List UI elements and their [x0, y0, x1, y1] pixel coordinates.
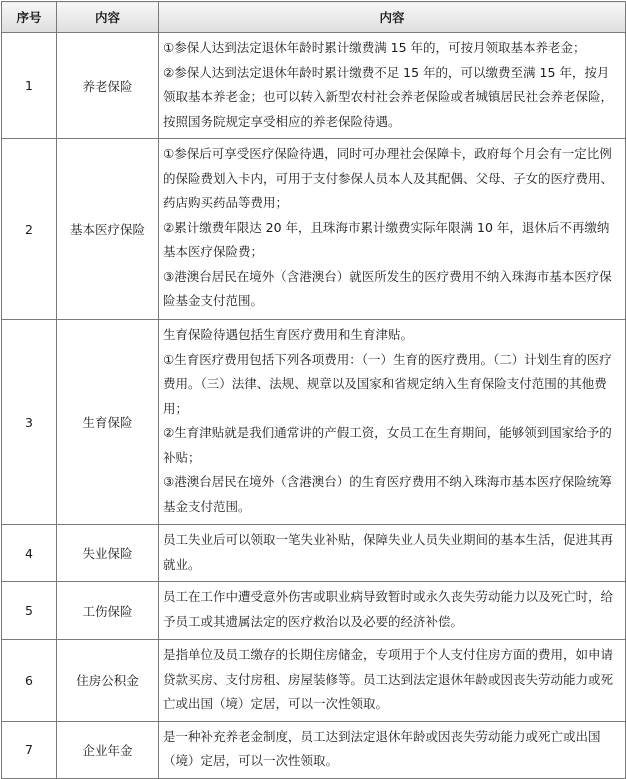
content-line: 员工在工作中遭受意外伤害或职业病导致暂时或永久丧失劳动能力以及死亡时，给予员工或其遗属法定的医疗救治以及必要的经济补偿。: [163, 589, 614, 629]
content-line: ②生育津贴就是我们通常讲的产假工资，女员工在生育期间，能够领到国家给予的补贴；: [163, 425, 612, 465]
row-content: [159, 721, 626, 778]
row-content: [159, 139, 626, 320]
benefits-table: [1, 1, 626, 779]
content-line: ③港澳台居民在境外（含港澳台）就医所发生的医疗费用不纳入珠海市基本医疗保险基金支付范围。: [163, 268, 612, 308]
row-content: [159, 33, 626, 139]
row-number: 7: [2, 721, 57, 778]
row-number: 5: [2, 582, 57, 640]
content-line: 生育保险待遇包括生育医疗费用和生育津贴。: [163, 327, 414, 342]
content-line: 员工失业后可以领取一笔失业补贴，保障失业人员失业期间的基本生活，促进其再就业。: [163, 532, 614, 572]
table-row: [2, 139, 626, 320]
content-line: 是指单位及员工缴存的长期住房储金，专项用于个人支付住房方面的费用，如申请贷款买房、支付房租、房屋装修等。员工达到法定退休年龄或因丧失劳动能力或死亡或出国（境）定居，可以一次性领取。: [163, 647, 614, 711]
row-number: 2: [2, 139, 57, 320]
table-row: [2, 525, 626, 582]
content-line: ②参保人达到法定退休年龄时累计缴费不足 15 年的，可以缴费至满 15 年，按月领取基本养老金；也可以转入新型农村社会养老保险或者城镇居民社会养老保险，按照国务院规定享受相应的养老保险待遇。: [163, 64, 614, 129]
table-row: [2, 320, 626, 525]
row-number: 3: [2, 320, 57, 525]
table-row: [2, 721, 626, 778]
content-line: 是一种补充养老金制度，员工达到法定退休年龄或因丧失劳动能力或死亡或出国（境）定居，可以一次性领取。: [163, 728, 601, 768]
row-item-name: 生育保险: [57, 320, 159, 525]
row-content: [159, 582, 626, 640]
row-item-name: 基本医疗保险: [57, 139, 159, 320]
content-line: ③港澳台居民在境外（含港澳台）的生育医疗费用不纳入珠海市基本医疗保险统筹基金支付范围。: [163, 474, 612, 514]
content-line: ①生育医疗费用包括下列各项费用：（一）生育的医疗费用。（二）计划生育的医疗费用。（三）法律、法规、规章以及国家和省规定纳入生育保险支付范围的其他费用；: [163, 351, 612, 416]
row-item-name: 企业年金: [57, 721, 159, 778]
table-row: [2, 33, 626, 139]
row-item-name: 养老保险: [57, 33, 159, 139]
content-line: ②累计缴费年限达 20 年，且珠海市累计缴费实际年限满 10 年，退休后不再缴纳基本医疗保险费；: [163, 219, 610, 259]
content-line: ①参保后可享受医疗保险待遇，同时可办理社会保障卡，政府每个月会有一定比例的保险费划入卡内，可用于支付参保人员本人及其配偶、父母、子女的医疗费用、药店购买药品等费用；: [163, 146, 614, 210]
row-number: 6: [2, 640, 57, 722]
row-number: 4: [2, 525, 57, 582]
header-number: 序号: [2, 2, 57, 33]
row-content: [159, 525, 626, 582]
row-content: [159, 320, 626, 525]
row-item-name: 住房公积金: [57, 640, 159, 722]
header-item: 内容: [57, 2, 159, 33]
table-row: [2, 582, 626, 640]
header-row: [2, 2, 626, 33]
row-content: [159, 640, 626, 722]
row-item-name: 工伤保险: [57, 582, 159, 640]
table-row: [2, 640, 626, 722]
row-item-name: 失业保险: [57, 525, 159, 582]
header-content: 内容: [159, 2, 626, 33]
row-number: 1: [2, 33, 57, 139]
content-line: ①参保人达到法定退休年龄时累计缴费满 15 年的，可按月领取基本养老金；: [163, 40, 586, 55]
